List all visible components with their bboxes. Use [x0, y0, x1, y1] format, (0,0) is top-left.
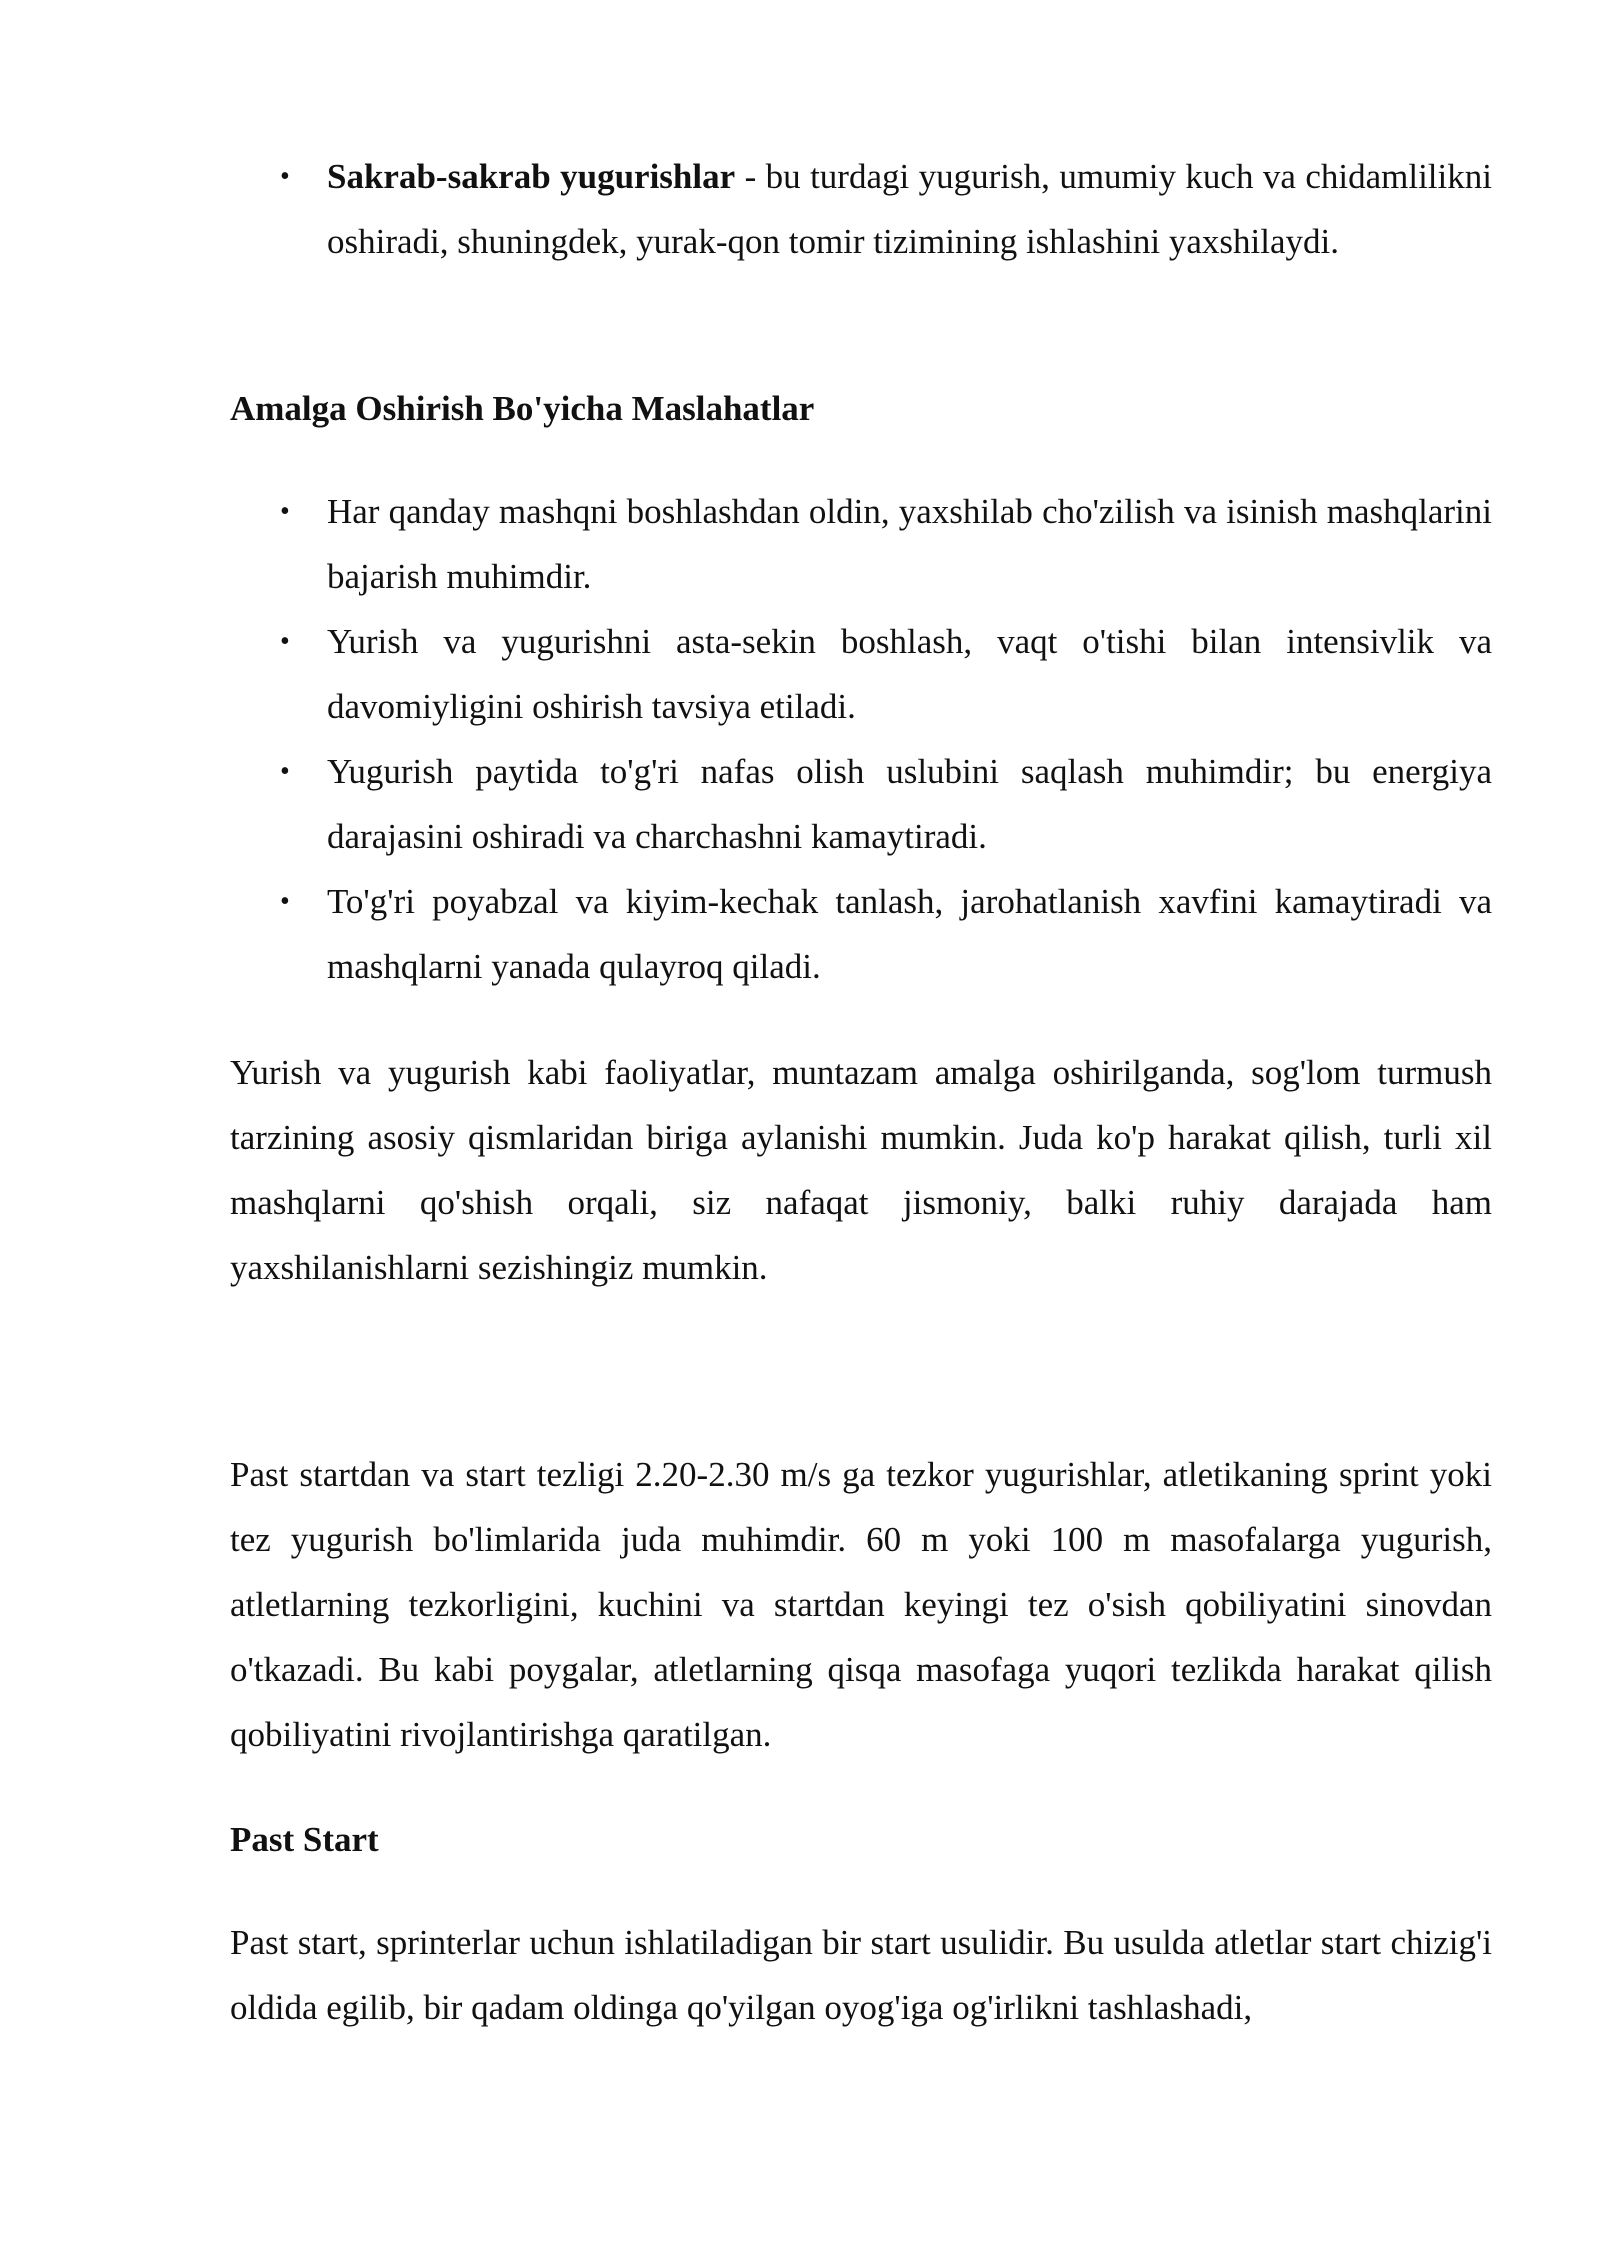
list-item-term: Sakrab-sakrab yugurishlar — [327, 157, 736, 196]
paragraph-sprint: Past startdan va start tezligi 2.20-2.30 m/s ga tezkor yugurishlar, atletikaning sprint yoki tez yugurish bo'limlarida juda muhimdir. 60 m yoki 100 m masofalarga yugurish, atletlarning tezkorligini, kuchini va startdan keyingi tez o'sish qobiliyatini sinovdan o'tkazadi. Bu kabi poygalar, atletlarning qisqa masofaga yuqori tezlikda harakat qilish qobiliyatini rivojlantirishga qaratilgan. — [230, 1455, 1492, 1754]
bullet-icon: • — [280, 886, 290, 917]
section-heading-past-start: Past Start — [230, 1820, 379, 1859]
list-item-text: - bu turdagi yugurish, umumiy kuch va chidamlilikni oshiradi, shuningdek, yurak-qon tomir tizimining ishlashini yaxshilaydi. — [327, 157, 1492, 261]
bullet-icon: • — [280, 756, 290, 787]
list-item — [230, 869, 1492, 999]
list-item — [230, 144, 1492, 274]
list-item-text: To'g'ri poyabzal va kiyim-kechak tanlash, jarohatlanish xavfini kamaytiradi va mashqlarni yanada qulayroq qiladi. — [327, 882, 1492, 986]
paragraph-activities: Yurish va yugurish kabi faoliyatlar, muntazam amalga oshirilganda, sog'lom turmush tarzining asosiy qismlaridan biriga aylanishi mumkin. Juda ko'p harakat qilish, turli xil mashqlarni qo'shish orqali, siz nafaqat jismoniy, balki ruhiy darajada ham yaxshilanishlarni sezishingiz mumkin. — [230, 1053, 1492, 1287]
list-item-text: Yurish va yugurishni asta-sekin boshlash, vaqt o'tishi bilan intensivlik va davomiyligini oshirish tavsiya etiladi. — [327, 622, 1492, 726]
list-item-text: Yugurish paytida to'g'ri nafas olish uslubini saqlash muhimdir; bu energiya darajasini oshiradi va charchashni kamaytiradi. — [327, 752, 1492, 856]
paragraph-past-start: Past start, sprinterlar uchun ishlatiladigan bir start usulidir. Bu usulda atletlar start chizig'i oldida egilib, bir qadam oldinga qo'yilgan oyog'iga og'irlikni tashlashadi, — [230, 1923, 1492, 2027]
tips-bullet-list — [230, 479, 1492, 999]
list-item — [230, 479, 1492, 609]
top-bullet-list — [230, 144, 1492, 274]
list-item — [230, 739, 1492, 869]
bullet-icon: • — [280, 626, 290, 657]
bullet-icon: • — [280, 161, 290, 192]
bullet-icon: • — [280, 496, 290, 527]
list-item — [230, 609, 1492, 739]
section-heading-tips: Amalga Oshirish Bo'yicha Maslahatlar — [230, 389, 815, 428]
list-item-text: Har qanday mashqni boshlashdan oldin, yaxshilab cho'zilish va isinish mashqlarini bajarish muhimdir. — [327, 492, 1492, 596]
